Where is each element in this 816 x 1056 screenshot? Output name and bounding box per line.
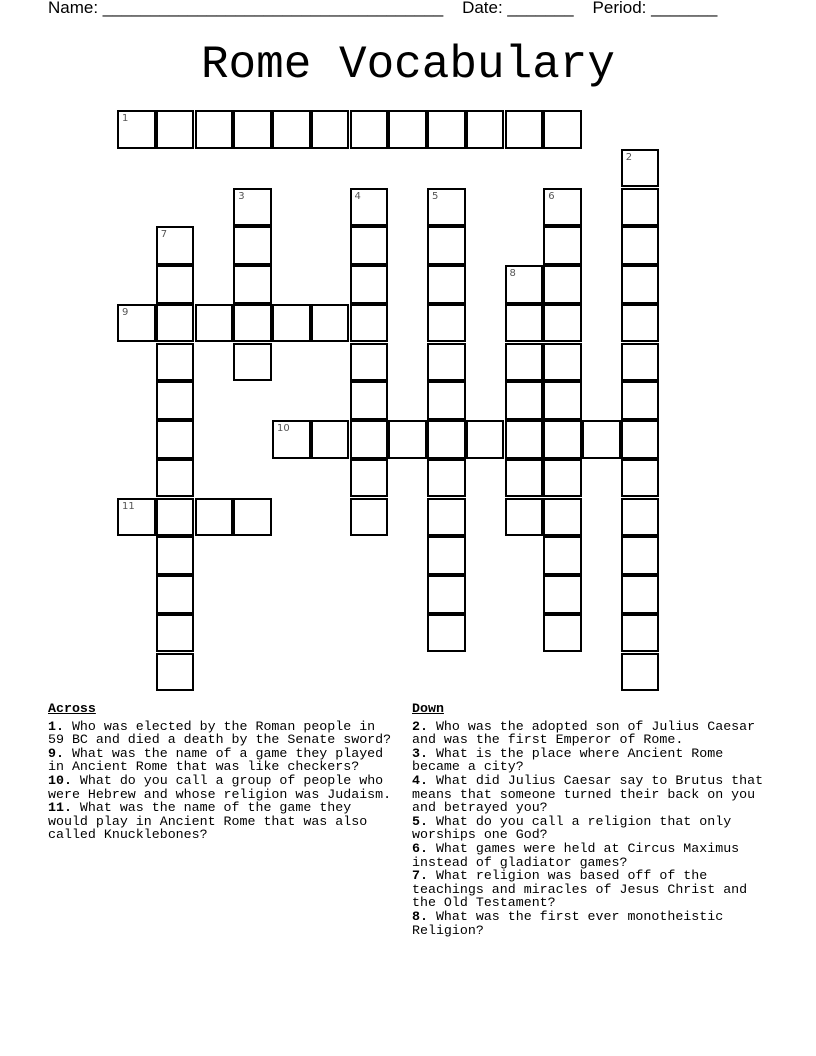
grid-cell[interactable] <box>233 498 272 537</box>
grid-cell[interactable] <box>621 343 660 382</box>
clue-number: 3 <box>238 190 245 202</box>
worksheet-header <box>48 0 717 18</box>
grid-cell[interactable] <box>156 575 195 614</box>
grid-cell[interactable] <box>543 575 582 614</box>
grid-cell[interactable] <box>505 498 544 537</box>
grid-cell[interactable] <box>543 498 582 537</box>
grid-cell[interactable] <box>311 304 350 343</box>
across-heading: Across <box>48 701 96 716</box>
grid-cell[interactable] <box>505 343 544 382</box>
grid-cell[interactable] <box>427 226 466 265</box>
grid-cell[interactable] <box>156 381 195 420</box>
grid-cell[interactable] <box>427 420 466 459</box>
page-title: Rome Vocabulary <box>200 39 616 91</box>
clue-number: 8 <box>509 268 516 279</box>
grid-cell[interactable] <box>427 536 466 575</box>
grid-cell[interactable] <box>156 304 195 343</box>
down-clue: 5. What do you call a religion that only worships one God? <box>412 813 732 843</box>
period-field[interactable]: Period: _______ <box>592 0 718 17</box>
grid-cell[interactable] <box>156 536 195 575</box>
grid-cell[interactable] <box>621 265 660 304</box>
grid-cell[interactable] <box>233 343 272 382</box>
clue-number: 6 <box>548 190 555 202</box>
grid-cell[interactable] <box>621 498 660 537</box>
grid-cell[interactable] <box>311 110 350 149</box>
grid-cell[interactable] <box>466 420 505 459</box>
grid-cell[interactable] <box>311 420 350 459</box>
grid-cell[interactable] <box>543 226 582 265</box>
grid-cell[interactable] <box>156 498 195 537</box>
grid-cell[interactable] <box>543 459 582 498</box>
grid-cell[interactable] <box>505 110 544 149</box>
down-clue: 6. What games were held at Circus Maximus instead of gladiator games? <box>412 840 740 870</box>
grid-cell[interactable] <box>233 265 272 304</box>
grid-cell[interactable] <box>427 304 466 343</box>
grid-cell[interactable] <box>621 188 660 227</box>
grid-cell[interactable] <box>156 420 195 459</box>
across-clue: 10. What do you call a group of people who were Hebrew and whose religion was Judaism. <box>48 772 392 802</box>
grid-cell[interactable] <box>427 265 466 304</box>
grid-cell[interactable] <box>156 614 195 653</box>
grid-cell[interactable] <box>350 304 389 343</box>
clue-number: 10 <box>277 423 290 434</box>
date-field[interactable]: Date: _______ <box>462 0 574 17</box>
down-clue: 2. Who was the adopted son of Julius Caesar and was the first Emperor of Rome. <box>412 718 756 748</box>
grid-cell[interactable] <box>350 343 389 382</box>
grid-cell[interactable] <box>195 304 234 343</box>
grid-cell[interactable] <box>427 381 466 420</box>
grid-cell[interactable] <box>505 420 544 459</box>
grid-cell[interactable] <box>427 498 466 537</box>
grid-cell[interactable] <box>272 304 311 343</box>
grid-cell[interactable] <box>621 614 660 653</box>
grid-cell[interactable] <box>272 420 311 459</box>
across-clue: 9. What was the name of a game they played in Ancient Rome that was like checkers? <box>48 745 384 775</box>
grid-cell[interactable] <box>621 381 660 420</box>
clue-number: 9 <box>122 306 129 318</box>
grid-cell[interactable] <box>350 226 389 265</box>
grid-cell[interactable] <box>117 498 156 537</box>
grid-cell[interactable] <box>505 304 544 343</box>
grid-cell[interactable] <box>543 614 582 653</box>
grid-cell[interactable] <box>505 265 544 304</box>
grid-cell[interactable] <box>195 498 234 537</box>
grid-cell[interactable] <box>582 420 621 459</box>
grid-cell[interactable] <box>621 536 660 575</box>
grid-cell[interactable] <box>350 110 389 149</box>
clue-number: 2 <box>625 151 633 163</box>
grid-cell[interactable] <box>427 614 466 653</box>
grid-cell[interactable] <box>156 265 195 304</box>
down-clue: 7. What religion was based off of the teachings and miracles of Jesus Christ and the Old Testament? <box>412 868 748 911</box>
clue-number: 7 <box>160 229 168 241</box>
grid-cell[interactable] <box>350 188 389 227</box>
grid-cell[interactable] <box>427 110 466 149</box>
across-clue: 1. Who was elected by the Roman people in 59 BC and died a death by the Senate sword? <box>48 718 392 748</box>
grid-cell[interactable] <box>621 653 660 692</box>
clue-number: 5 <box>432 190 439 202</box>
grid-cell[interactable] <box>233 188 272 227</box>
grid-cell[interactable] <box>117 110 156 149</box>
grid-cell[interactable] <box>543 381 582 420</box>
grid-cell[interactable] <box>543 420 582 459</box>
grid-cell[interactable] <box>195 110 234 149</box>
across-clue: 11. What was the name of the game they would play in Ancient Rome that was also called Knucklebones? <box>48 800 368 843</box>
clue-number: 1 <box>122 113 129 124</box>
grid-cell[interactable] <box>388 420 427 459</box>
down-clues <box>412 702 772 937</box>
clue-number: 4 <box>354 190 361 202</box>
grid-cell[interactable] <box>621 420 660 459</box>
across-clues <box>48 702 398 842</box>
grid-cell[interactable] <box>350 498 389 537</box>
down-heading: Down <box>412 701 444 716</box>
grid-cell[interactable] <box>350 265 389 304</box>
grid-cell[interactable] <box>350 420 389 459</box>
grid-cell[interactable] <box>117 304 156 343</box>
grid-cell[interactable] <box>156 343 195 382</box>
grid-cell[interactable] <box>156 459 195 498</box>
grid-cell[interactable] <box>621 304 660 343</box>
grid-cell[interactable] <box>543 110 582 149</box>
grid-cell[interactable] <box>272 110 311 149</box>
grid-cell[interactable] <box>156 653 195 692</box>
down-clue: 3. What is the place where Ancient Rome became a city? <box>412 745 724 775</box>
down-clue: 8. What was the first ever monotheistic Religion? <box>412 908 724 938</box>
grid-cell[interactable] <box>621 575 660 614</box>
grid-cell[interactable] <box>233 304 272 343</box>
grid-cell[interactable] <box>427 343 466 382</box>
clue-number: 11 <box>122 500 135 512</box>
grid-cell[interactable] <box>543 343 582 382</box>
name-field[interactable]: Name: ____________________________________ <box>48 0 444 17</box>
grid-cell[interactable] <box>156 226 195 265</box>
grid-cell[interactable] <box>233 226 272 265</box>
grid-cell[interactable] <box>543 188 582 227</box>
grid-cell[interactable] <box>505 459 544 498</box>
grid-cell[interactable] <box>466 110 505 149</box>
grid-cell[interactable] <box>543 304 582 343</box>
grid-cell[interactable] <box>543 265 582 304</box>
grid-cell[interactable] <box>156 110 195 149</box>
grid-cell[interactable] <box>621 226 660 265</box>
down-clue: 4. What did Julius Caesar say to Brutus that means that someone turned their back on you and betrayed you? <box>412 772 764 816</box>
grid-cell[interactable] <box>427 575 466 614</box>
grid-cell[interactable] <box>388 110 427 149</box>
grid-cell[interactable] <box>427 459 466 498</box>
grid-cell[interactable] <box>233 110 272 149</box>
grid-cell[interactable] <box>543 536 582 575</box>
grid-cell[interactable] <box>350 459 389 498</box>
grid-cell[interactable] <box>505 381 544 420</box>
grid-cell[interactable] <box>427 188 466 227</box>
grid-cell[interactable] <box>621 459 660 498</box>
grid-cell[interactable] <box>621 149 660 188</box>
grid-cell[interactable] <box>350 381 389 420</box>
